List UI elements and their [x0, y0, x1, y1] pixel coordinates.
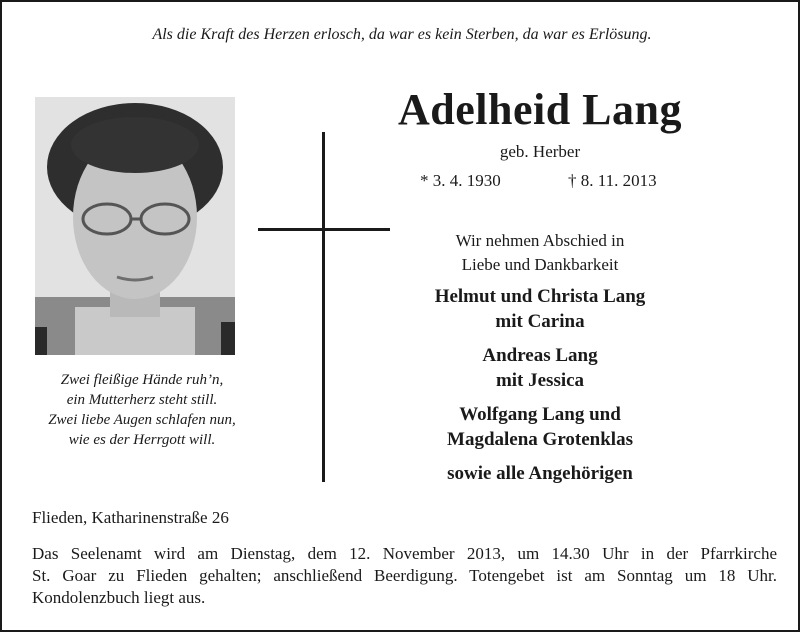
mourner-line: sowie alle Angehörigen	[447, 463, 633, 484]
address: Flieden, Katharinenstraße 26	[32, 508, 229, 527]
farewell-intro	[382, 229, 698, 277]
intro-line: Liebe und Dankbarkeit	[461, 255, 619, 274]
notice-line: Kondolenzbuch liegt aus.	[32, 588, 206, 607]
motto: Als die Kraft des Herzen erlosch, da war es kein Sterben, da war es Erlösung.	[152, 26, 652, 43]
cross-horizontal-bar	[258, 228, 390, 231]
poem-line: Zwei liebe Augen schlafen nun,	[48, 412, 236, 428]
deceased-name: Adelheid Lang	[397, 85, 682, 134]
mourner-line: Andreas Lang	[482, 345, 598, 366]
mourners-list	[382, 284, 698, 495]
death-date: † 8. 11. 2013	[568, 171, 657, 190]
notice-line: St. Goar zu Flieden gehalten; anschließend Beerdigung. Totengebet ist am Sonntag um 18 Uhr.	[32, 566, 777, 585]
maiden-name: geb. Herber	[499, 142, 581, 161]
birth-date: * 3. 4. 1930	[420, 171, 501, 190]
portrait-photo	[35, 97, 235, 355]
notice-line: Das Seelenamt wird am Dienstag, dem 12. November 2013, um 14.30 Uhr in der Pfarrkirche	[32, 544, 777, 563]
cross-vertical-bar	[322, 132, 325, 482]
mourner-group	[382, 343, 698, 393]
mourner-group	[382, 461, 698, 486]
poem-line: Zwei fleißige Hände ruh’n,	[60, 372, 224, 388]
poem-line: ein Mutterherz steht still.	[66, 392, 218, 408]
mourner-group	[382, 284, 698, 334]
mourner-group	[382, 402, 698, 452]
funeral-notice	[32, 543, 777, 609]
mourner-line: mit Jessica	[495, 370, 585, 391]
poem-line: wie es der Herrgott will.	[68, 432, 216, 448]
mourner-line: Helmut und Christa Lang	[434, 286, 646, 307]
poem	[22, 370, 262, 450]
mourner-line: Magdalena Grotenklas	[447, 429, 633, 450]
intro-line: Wir nehmen Abschied in	[455, 231, 625, 250]
mourner-line: Wolfgang Lang und	[459, 404, 621, 425]
mourner-line: mit Carina	[495, 311, 585, 332]
